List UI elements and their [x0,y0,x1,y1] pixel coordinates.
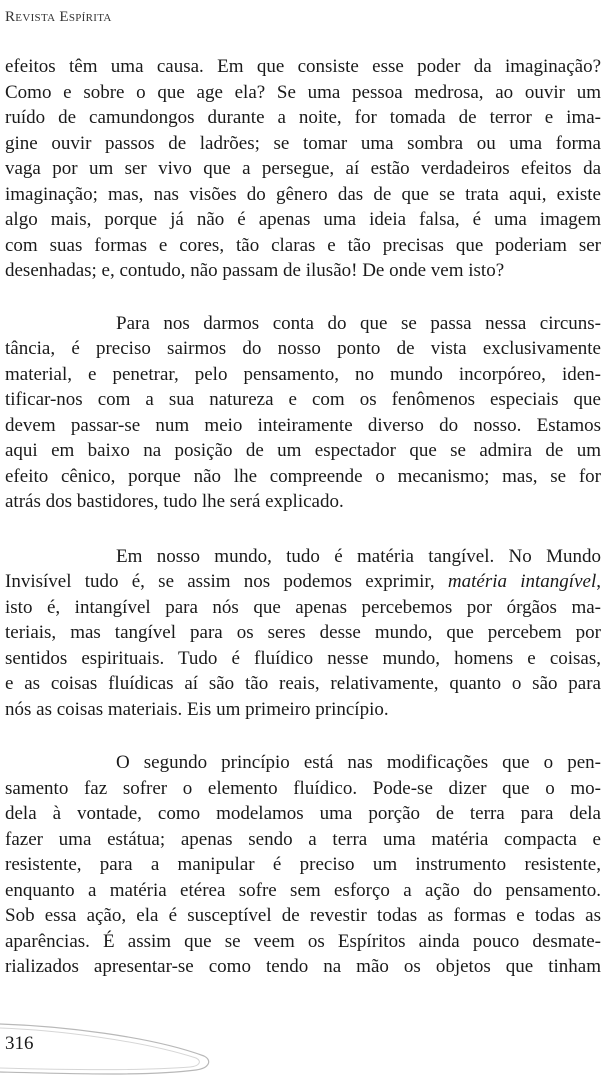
text-line: Sob essa ação, ela é susceptível de revestir todas as formas e todas as [5,905,601,926]
text-line: teriais, mas tangível para os seres desse mundo, que percebem por [5,622,601,643]
paragraph-4 [5,750,601,980]
text-line: desenhadas; e, contudo, não passam de ilusão! De onde vem isto? [5,260,505,281]
text-line: dela à vontade, como modelamos uma porção de terra para dela [5,803,601,824]
text-line: com suas formas e cores, tão claras e tão precisas que poderiam ser [5,234,601,256]
text-line: rializados apresentar-se como tendo na mão os objetos que tinham [5,956,601,977]
text-line: algo mais, porque já não é apenas uma ideia falsa, é uma imagem [5,209,601,230]
text-line: gine ouvir passos de ladrões; se tomar uma sombra ou uma forma [5,132,601,154]
text-line: resistente, para a manipular é preciso um instrumento resistente, [5,854,601,875]
text-line: samento faz sofrer o elemento fluídico. Pode-se dizer que o mo- [5,777,601,799]
text-line: Como e sobre o que age ela? Se uma pessoa medrosa, ao ouvir um [5,81,601,103]
text-line: isto é, intangível para nós que apenas percebemos por órgãos ma- [5,596,601,618]
text-line: tância, é preciso sairmos do nosso ponto de vista exclusivamente [5,338,601,359]
text-line: Em nosso mundo, tudo é matéria tangível. No Mundo [116,545,601,567]
text-line: fazer uma estátua; apenas sendo a terra uma matéria compacta e [5,828,601,850]
paragraph-1 [5,54,601,284]
text-line: enquanto a matéria etérea sofre sem esforço a ação do pensamento. [5,879,601,901]
text-segment: Invisível tudo é, se assim nos podemos exprimir, [5,571,448,592]
text-line: efeito cênico, porque não lhe compreende o mecanismo; mas, se for [5,465,601,487]
paragraph-2 [5,311,601,515]
text-line: vaga por um ser vivo que a persegue, aí estão verdadeiros efeitos da [5,158,601,179]
emphasis-text: matéria intangível [447,571,597,592]
text-line: nós as coisas materiais. Eis um primeiro princípio. [5,698,389,720]
text-line: aparências. É assim que se veem os Espíritos ainda pouco desmate- [5,930,601,952]
text-line [5,569,601,595]
page-number: 316 [5,1033,34,1054]
text-line: devem passar-se num meio inteiramente diverso do nosso. Estamos [5,414,601,436]
text-line: e as coisas fluídicas aí são tão reais, relativamente, quanto o são para [5,673,601,694]
text-line: atrás dos bastidores, tudo lhe será explicado. [5,491,344,512]
text-line: aqui em baixo na posição de um espectador que se admira de um [5,440,601,461]
text-line: tificar-nos com a sua natureza e com os fenômenos especiais que [5,389,601,410]
paragraph-3 [5,544,601,723]
page-body [5,54,601,1005]
text-line: O segundo princípio está nas modificações que o pen- [116,752,601,773]
text-line: material, e penetrar, pelo pensamento, no mundo incorpóreo, iden- [5,363,601,385]
text-line: sentidos espirituais. Tudo é fluídico nesse mundo, homens e coisas, [5,647,601,669]
text-line: ruído de camundongos durante a noite, for tomada de terror e ima- [5,107,601,128]
text-line: Para nos darmos conta do que se passa nessa circuns- [116,312,601,334]
running-header: Revista Espírita [5,9,112,25]
text-segment: , [596,571,601,592]
text-line: efeitos têm uma causa. Em que consiste esse poder da imaginação? [5,56,601,77]
text-line: imaginação; mas, nas visões do gênero das de que se trata aqui, existe [5,183,601,205]
